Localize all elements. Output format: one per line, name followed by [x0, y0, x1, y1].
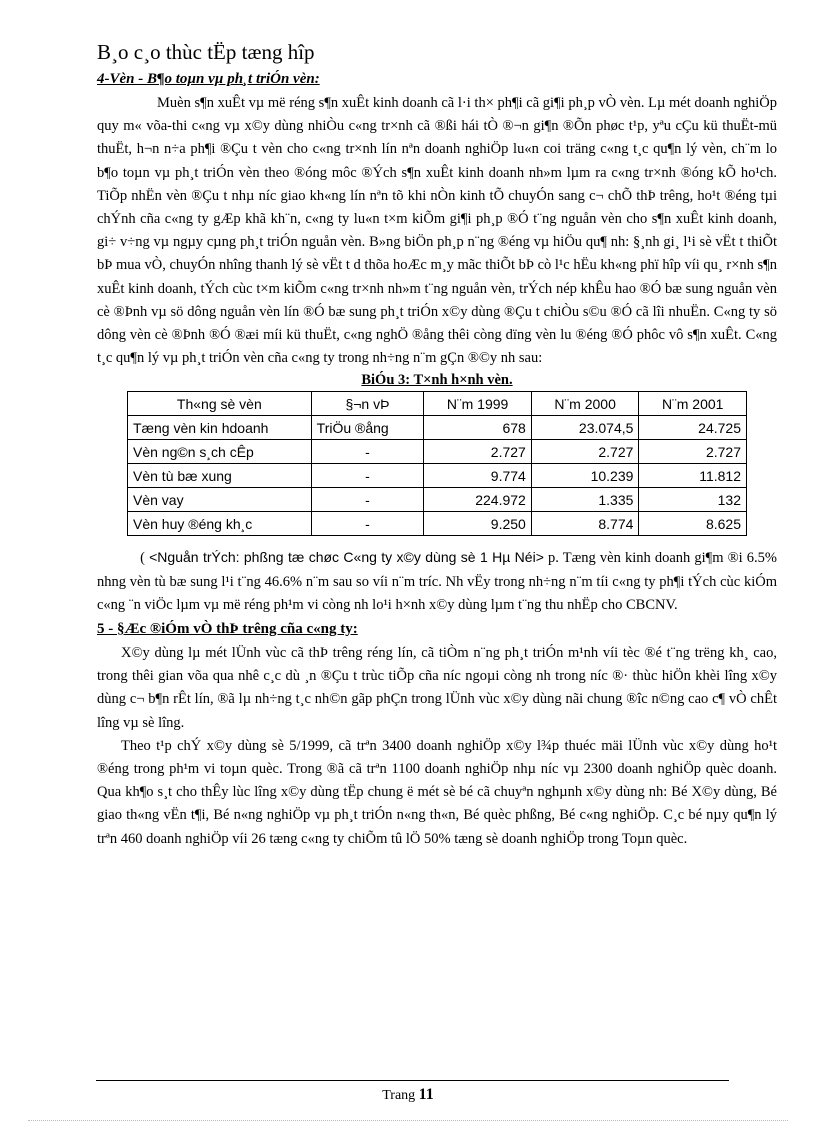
section-5-paragraph-1: X©y dùng lµ mét lÜnh vùc cã thÞ trêng réng lín, cã tiÒm n¨ng ph¸t triÓn m¹nh víi tèc ®é t¨ng trëng kh¸ cao, trong thêi gian võa qua nhê c¸c dù ¸n ®Çu t trùc tiÕp cña níc ngoµi còng nh trong níc ®· thùc hiÖn khèi lîng x©y dùng c¬ b¶n rÊt lín, ®ã lµ nh÷ng t¸c nh©n gãp phÇn trong lÜnh vùc x©y dùng nãi chung ®îc n©ng cao c¶ vÒ chÊt lîng vµ sè lîng.: [97, 645, 777, 731]
table-cell: 9.774: [424, 464, 532, 488]
table-cell: Vèn vay: [128, 488, 312, 512]
source-paragraph: [97, 546, 777, 617]
table-cell: 10.239: [531, 464, 639, 488]
table-title: BiÓu 3: T×nh h×nh vèn.: [361, 372, 513, 389]
footer-label: Trang: [382, 1088, 416, 1103]
section-5-heading: 5 - §Æc ®iÓm vÒ thÞ trêng cña c«ng ty:: [97, 621, 358, 638]
table-cell: 2.727: [424, 440, 532, 464]
page-number: 11: [418, 1086, 434, 1103]
table-row: [128, 488, 747, 512]
page-footer: [0, 1086, 816, 1104]
table-cell: 678: [424, 416, 532, 440]
source-text: p. Tæng vèn kinh doanh gi¶m ®i 6.5% nhng vèn tù bæ sung l¹i t¨ng 46.6% n¨m sau so víi n¨m tríc. Nh vËy trong nh÷ng n¨m tíi c«ng ty ph¶i tÝch cùc kiÓm c«ng ¨n viÖc lµm vµ më réng ph¹m vi còng nh lo¹i h×nh x©y dùng lµm t¨ng thu nhËp cho CBCNV.: [97, 550, 778, 613]
table-row: [128, 440, 747, 464]
table-cell: -: [311, 488, 424, 512]
table-cell: -: [311, 512, 424, 536]
table-cell: 8.625: [639, 512, 747, 536]
table-cell: Tæng vèn kin hdoanh: [128, 416, 312, 440]
table-cell: Vèn ng©n s¸ch cÊp: [128, 440, 312, 464]
header-cell: §¬n vÞ: [311, 392, 424, 416]
section-5-paragraph-2: Theo t¹p chÝ x©y dùng sè 5/1999, cã trªn 3400 doanh nghiÖp x©y l¾p thuéc mäi lÜnh vùc x©y dùng ho¹t ®éng trong ph¹m vi toµn quèc. Trong ®ã cã trªn 1100 doanh nghiÖp nhµ níc vµ 2300 doanh nghiÖp quèc doanh. Qua kh¶o s¸t cho thÊy lùc lîng x©y dùng tËp chung ë mét sè bé cã chuyªn nghµnh x©y dùng nh: Bé X©y dùng, Bé giao th«ng vËn t¶i, Bé n«ng nghiÖp vµ ph¸t triÓn n«ng th«n, Bé quèc phßng, Bé c«ng nghiÖp. C¸c bé nµy qu¶n lý trªn 460 doanh nghiÖp víi 26 tæng c«ng ty chiÕm tû lÖ 50% tæng sè doanh nghiÖp trong Toµn quèc.: [97, 737, 777, 847]
table-cell: 1.335: [531, 488, 639, 512]
table-cell: 2.727: [639, 440, 747, 464]
document-page: [97, 36, 777, 851]
table-cell: -: [311, 464, 424, 488]
section-4-heading: 4-Vèn - B¶o toµn vµ ph¸t triÓn vèn:: [97, 71, 320, 87]
table-cell: Vèn tù bæ xung: [128, 464, 312, 488]
table-cell: 8.774: [531, 512, 639, 536]
header-cell: N¨m 1999: [424, 392, 532, 416]
table-row: [128, 464, 747, 488]
table-cell: -: [311, 440, 424, 464]
header-cell: N¨m 2001: [639, 392, 747, 416]
table-cell: TriÖu ®ång: [311, 416, 424, 440]
source-open-paren: (: [140, 550, 145, 567]
table-cell: 11.812: [639, 464, 747, 488]
table-header-row: [128, 392, 747, 416]
report-header-title: B¸o c¸o thùc tËp tæng hîp: [97, 40, 315, 64]
table-cell: 24.725: [639, 416, 747, 440]
source-reference: <Nguån trÝch: phßng tæ chøc C«ng ty x©y dùng sè 1 Hµ Néi>: [149, 549, 544, 566]
table-cell: 9.250: [424, 512, 532, 536]
table-cell: 132: [639, 488, 747, 512]
table-row: [128, 416, 747, 440]
capital-table: [127, 391, 747, 536]
footer-divider: [96, 1080, 729, 1081]
table-cell: Vèn huy ®éng kh¸c: [128, 512, 312, 536]
header-cell: N¨m 2000: [531, 392, 639, 416]
page-bottom-edge: [28, 1120, 788, 1121]
table-cell: 2.727: [531, 440, 639, 464]
section-4-paragraph: Muèn s¶n xuÊt vµ më réng s¶n xuÊt kinh doanh cã l·i th× ph¶i cã gi¶i ph¸p vÒ vèn. Lµ mét doanh nghiÖp quy m« võa-thi c«ng vµ x©y dùng nhiÒu c«ng tr×nh cã ®ßi hái tÒ ®¬n gi¶n ®Õn phøc t¹p, yªu cÇu kü thuËt-mü thuËt, h¬n n÷a ph¶i ®Çu t vèn cho c«ng tr×nh lín nªn doanh nghiÖp lu«n coi träng c«ng t¸c qu¶n lý vèn, ch¨m lo b¶o toµn vµ ph¸t triÓn vèn theo ®óng môc ®Ých s¶n xuÊt kinh doanh nh»m lµm ra c«ng tr×nh ®óng kÕ ho¹ch. TiÕp nhËn vèn ®Çu t nhµ níc giao kh«ng lín nªn tõ khi nÒn kinh tÕ chuyÓn sang c¬ chÕ thÞ trêng, ho¹t ®éng tµi chÝnh cña c«ng ty gÆp khã kh¨n, c«ng ty lu«n t×m kiÕm gi¶i ph¸p ®Ó t¨ng nguån vèn cho s¶n xuÊt kinh doanh, gi÷ v÷ng vµ ngµy cµng ph¸t triÓn nguån vèn. B»ng biÖn ph¸p n¨ng ®éng vµ hiÖu qu¶ nh: §¸nh gi¸ l¹i sè vËt t thiÕt bÞ mua vÒ, chuyÓn nhîng thanh lý sè vËt t d thõa hoÆc m¸y mãc thiÕt bÞ cò l¹c hËu kh«ng phï hîp víi qu¸ r×nh s¶n xuÊt kinh doanh, tÝch cùc t×m kiÕm c«ng tr×nh nh»m t¨ng nguån vèn, trÝch nép khÊu hao ®Ó bæ sung nguån vèn cè ®Þnh vµ sö dông nguån vèn lín ®Ó bæ sung ph¸t triÓn x©y dùng ®Çu t chiÒu s©u ®Ó cã lîi nhuËn. C«ng ty sö dông vèn cè ®Þnh ®Ó ®æi míi kü thuËt, c«ng nghÖ ®ång thêi còng dïng vèn lu ®éng ®Ó phôc vô s¶n xuÊt. C«ng t¸c qu¶n lý vµ ph¸t triÓn vèn cña c«ng ty trong nh÷ng n¨m gÇn ®©y nh sau:: [97, 95, 777, 367]
header-cell: Th«ng sè vèn: [128, 392, 312, 416]
table-cell: 23.074,5: [531, 416, 639, 440]
table-cell: 224.972: [424, 488, 532, 512]
table-row: [128, 512, 747, 536]
